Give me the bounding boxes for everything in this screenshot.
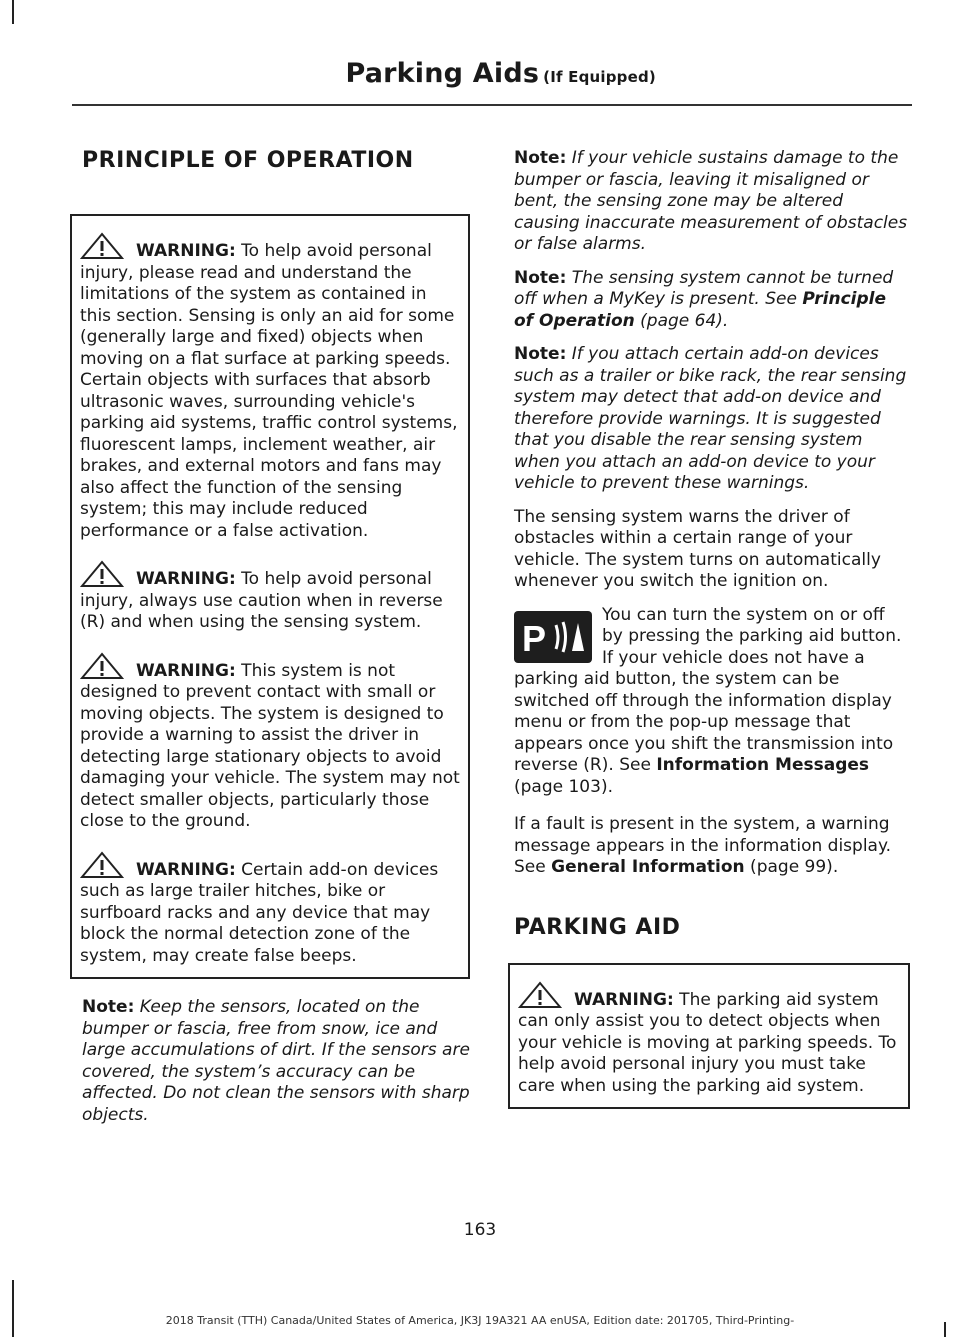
note-text: The sensing system cannot be turned off when a MyKey is present. See: [514, 267, 894, 309]
warning-triangle-icon: [518, 981, 562, 1009]
warning-text: To help avoid personal injury, always use caution when in reverse (R) and when using the sensing system.: [80, 569, 443, 632]
warning-triangle-icon: [80, 851, 124, 879]
paragraph-text: You can turn the system on or off by pressing the parking aid button. If your vehicle does not have a parking aid button, the system can be switched off through the information display menu or from the pop-up message that appears once you shift the transmission into reverse (R). See: [514, 604, 902, 775]
warning-triangle-icon: [80, 652, 124, 680]
note-label: Note:: [82, 997, 135, 1017]
warning-text: The parking aid system can only assist you to detect objects when your vehicle is moving at parking speeds. To help avoid personal injury you must take care when using the parking aid system.: [518, 989, 897, 1096]
paragraph-fault: [514, 814, 908, 879]
warning-item: [80, 851, 462, 968]
warning-box-right: [508, 963, 910, 1110]
warning-item: [80, 560, 462, 634]
svg-text:P: P: [522, 617, 547, 659]
note-add-on: [514, 344, 908, 495]
paragraph-sensing-system: The sensing system warns the driver of obstacles within a certain range of your vehicle. The system turns on automatically whenever you switch the ignition on.: [514, 506, 881, 591]
warning-item: [80, 652, 462, 833]
warning-triangle-icon: [80, 232, 124, 260]
right-column: [514, 148, 908, 1109]
page-reference: (page 103).: [514, 776, 613, 797]
note-sensors: [82, 997, 480, 1126]
left-column: [82, 148, 480, 1138]
crop-mark-top-left: [12, 0, 14, 24]
header-title-suffix: (If Equipped): [543, 68, 656, 86]
parking-aid-button-block: [514, 605, 908, 799]
warning-triangle-icon: [80, 560, 124, 588]
cross-reference-link[interactable]: Principle of Operation: [514, 289, 886, 331]
cross-reference-link[interactable]: General Information: [551, 857, 745, 877]
cross-reference-link[interactable]: Information Messages: [656, 755, 870, 775]
paragraph-text: If a fault is present in the system, a warning message appears in the information display. See: [514, 814, 891, 877]
crop-mark-bottom-left: [12, 1280, 14, 1337]
warning-text: Certain add-on devices such as large trailer hitches, bike or surfboard racks and any device that may block the normal detection zone of the system, may create false beeps.: [80, 859, 439, 966]
warning-item: [518, 981, 902, 1098]
note-label: Note:: [514, 267, 567, 288]
warning-label: WARNING:: [136, 241, 236, 261]
page-number: 163: [463, 1220, 497, 1240]
note-damage: [514, 148, 908, 256]
note-mykey: [514, 268, 908, 333]
warning-label: WARNING:: [574, 989, 674, 1010]
section-title-principle: PRINCIPLE OF OPERATION: [82, 148, 414, 173]
warning-label: WARNING:: [136, 569, 236, 589]
page-reference: (page 64).: [634, 310, 729, 331]
page-reference: (page 99).: [744, 857, 839, 877]
note-text: Keep the sensors, located on the bumper or fascia, free from snow, ice and large accumulations of dirt. If the sensors are covered, the system’s accuracy can be affected. Do not clean the sensors with sharp objects.: [82, 997, 470, 1125]
header-title-text: Parking Aids: [345, 58, 540, 89]
warning-text: To help avoid personal injury, please read and understand the limitations of the system as contained in this section. Sensing is only an aid for some (generally large and fixed) objects when moving on a flat surface at parking speeds. Certain objects with surfaces that absorb ultrasonic waves, surrounding vehicle's parking aid systems, traffic control systems, fluorescent lamps, inclement weather, air brakes, and external motors and fans may also affect the function of the sensing system; this may include reduced performance or a false activation.: [80, 241, 458, 541]
warning-item: [80, 232, 462, 542]
footer-edition-info: 2018 Transit (TTH) Canada/United States of America, JK3J 19A321 AA enUSA, Edition date: 201705, Third-Printing-: [165, 1314, 795, 1327]
note-text: If your vehicle sustains damage to the bumper or fascia, leaving it misaligned or bent, the sensing zone may be altered causing inaccurate measurement of obstacles or false alarms.: [514, 148, 908, 254]
parking-aid-button-icon: [514, 611, 592, 663]
page-header-title: [345, 58, 656, 89]
warning-box-left: [70, 214, 470, 979]
warning-text: This system is not designed to prevent contact with small or moving objects. The system is designed to provide a warning to assist the driver in detecting large stationary objects to avoid damaging your vehicle. The system may not detect smaller objects, particularly those close to the ground.: [80, 660, 460, 831]
warning-label: WARNING:: [136, 859, 236, 880]
note-label: Note:: [514, 344, 567, 364]
section-title-parking-aid: PARKING AID: [514, 914, 681, 940]
note-text: If you attach certain add-on devices such as a trailer or bike rack, the rear sensing system may detect that add-on device and therefore provide warnings. It is suggested that you disable the rear sensing system when you attach an add-on device to your vehicle to prevent these warnings.: [514, 344, 907, 493]
parking-aid-symbol-icon: [514, 611, 592, 663]
header-rule: [72, 104, 912, 106]
warning-label: WARNING:: [136, 660, 236, 681]
note-label: Note:: [514, 148, 567, 168]
